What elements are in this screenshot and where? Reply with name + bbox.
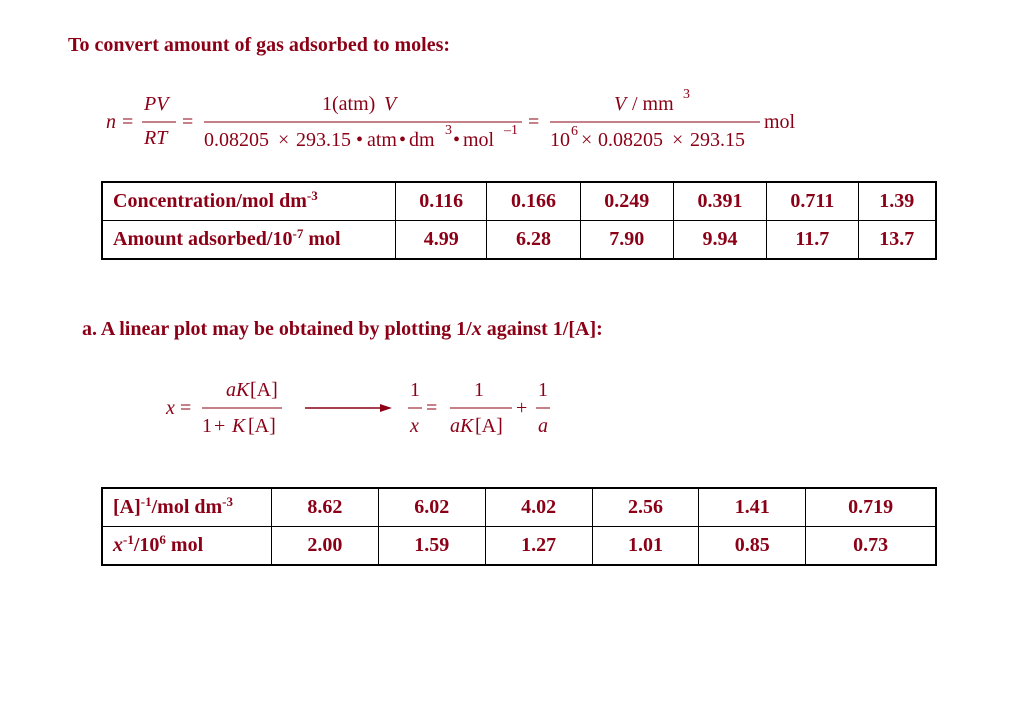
row-label-inverse-x: $x^{-1}/10^6$ mol (102, 527, 272, 566)
cell: 0.719 (806, 488, 936, 527)
cell: 2.00 (272, 527, 379, 566)
eq2-r-c: [A] (475, 415, 503, 437)
table-row (102, 221, 936, 260)
cell: 0.391 (673, 182, 766, 221)
eq2-num-c: [A] (250, 379, 278, 401)
cell: 8.62 (272, 488, 379, 527)
eq2-x: x (166, 397, 175, 419)
eq1-f2-dot-3: • (453, 129, 461, 151)
heading-convert: To convert amount of gas adsorbed to moles: (68, 34, 451, 56)
table-row (102, 527, 936, 566)
eq2-r-one-2: 1 (474, 379, 484, 401)
table-row (102, 488, 936, 527)
eq2-den-a: 1 (202, 415, 212, 437)
eq2-num-a: a (226, 379, 236, 401)
eq1-f2-num-a: 1(atm) (322, 93, 376, 115)
eq2-equals-2: = (426, 397, 438, 419)
eq1-f2-dot-1: • (356, 129, 364, 151)
eq1-f3-den-d: 293.15 (690, 129, 745, 151)
cell: 2.56 (592, 488, 699, 527)
eq2-arrowhead (380, 404, 392, 412)
eq2-r-a: a (450, 415, 460, 437)
cell: 4.02 (485, 488, 592, 527)
eq2-plus-2: + (516, 397, 528, 419)
cell: 1.01 (592, 527, 699, 566)
eq1-f2-den-g: –1 (504, 123, 518, 138)
eq1-f3-den-b: 6 (571, 124, 578, 139)
eq1-f1-num: PV (144, 93, 169, 115)
eq1-f2-den-d: dm (409, 129, 435, 151)
heading-linear-plot: a. A linear plot may be obtained by plotting 1/x against 1/[A]: (82, 318, 603, 340)
eq1-f2-times: × (278, 129, 290, 151)
cell: 0.166 (487, 182, 580, 221)
table-linearized-data (101, 487, 937, 566)
eq1-unit: mol (764, 111, 796, 133)
eq1-f2-den-a: 0.08205 (204, 129, 269, 151)
cell: 0.85 (699, 527, 806, 566)
table-adsorption-data (101, 181, 937, 260)
cell: 7.90 (580, 221, 673, 260)
cell: 6.02 (378, 488, 485, 527)
eq2-equals-1: = (180, 397, 192, 419)
row-label-amount-adsorbed: Amount adsorbed/$10^{-7}$ mol (102, 221, 396, 260)
eq2-r-k: K (460, 415, 474, 437)
cell: 11.7 (767, 221, 858, 260)
cell: 1.41 (699, 488, 806, 527)
row-label-concentration: Concentration/mol $dm^{-3}$ (102, 182, 396, 221)
cell: 6.28 (487, 221, 580, 260)
eq1-equals-2: = (182, 111, 194, 133)
eq1-f3-num-b: / mm (632, 93, 674, 115)
eq1-f1-den: RT (144, 127, 168, 149)
eq1-f2-num-b: V (384, 93, 397, 115)
eq1-f3-num-a: V (614, 93, 627, 115)
eq1-f2-den-e: 3 (445, 123, 452, 138)
cell: 0.116 (396, 182, 487, 221)
eq2-r-one-1: 1 (410, 379, 420, 401)
cell: 1.39 (858, 182, 936, 221)
eq2-plus: + (214, 415, 226, 437)
eq2-r-one-3: 1 (538, 379, 548, 401)
cell: 1.27 (485, 527, 592, 566)
eq2-den-k: K (232, 415, 246, 437)
cell: 9.94 (673, 221, 766, 260)
cell: 1.59 (378, 527, 485, 566)
cell: 13.7 (858, 221, 936, 260)
eq2-den-c: [A] (248, 415, 276, 437)
cell: 4.99 (396, 221, 487, 260)
table-row (102, 182, 936, 221)
cell: 0.73 (806, 527, 936, 566)
eq2-r-a-2: a (538, 415, 548, 437)
eq1-f2-dot-2: • (399, 129, 407, 151)
eq1-equals-1: = (122, 111, 134, 133)
eq1-f3-den-c: 0.08205 (598, 129, 663, 151)
row-label-inverse-concentration: $[A]^{-1}$/mol $dm^{-3}$ (102, 488, 272, 527)
eq1-n: n (106, 111, 116, 133)
cell: 0.711 (767, 182, 858, 221)
eq1-f2-den-b: 293.15 (296, 129, 351, 151)
equation-langmuir (160, 374, 560, 450)
eq1-f3-times-1: × (581, 129, 593, 151)
eq1-f3-num-c: 3 (683, 87, 690, 102)
eq1-f2-den-f: mol (463, 129, 495, 151)
cell: 0.249 (580, 182, 673, 221)
equation-moles-conversion (100, 86, 820, 164)
eq1-f2-den-c: atm (367, 129, 397, 151)
eq2-num-k: K (236, 379, 250, 401)
eq2-r-x: x (410, 415, 419, 437)
eq1-equals-3: = (528, 111, 540, 133)
eq1-f3-times-2: × (672, 129, 684, 151)
eq1-f3-den-a: 10 (550, 129, 570, 151)
